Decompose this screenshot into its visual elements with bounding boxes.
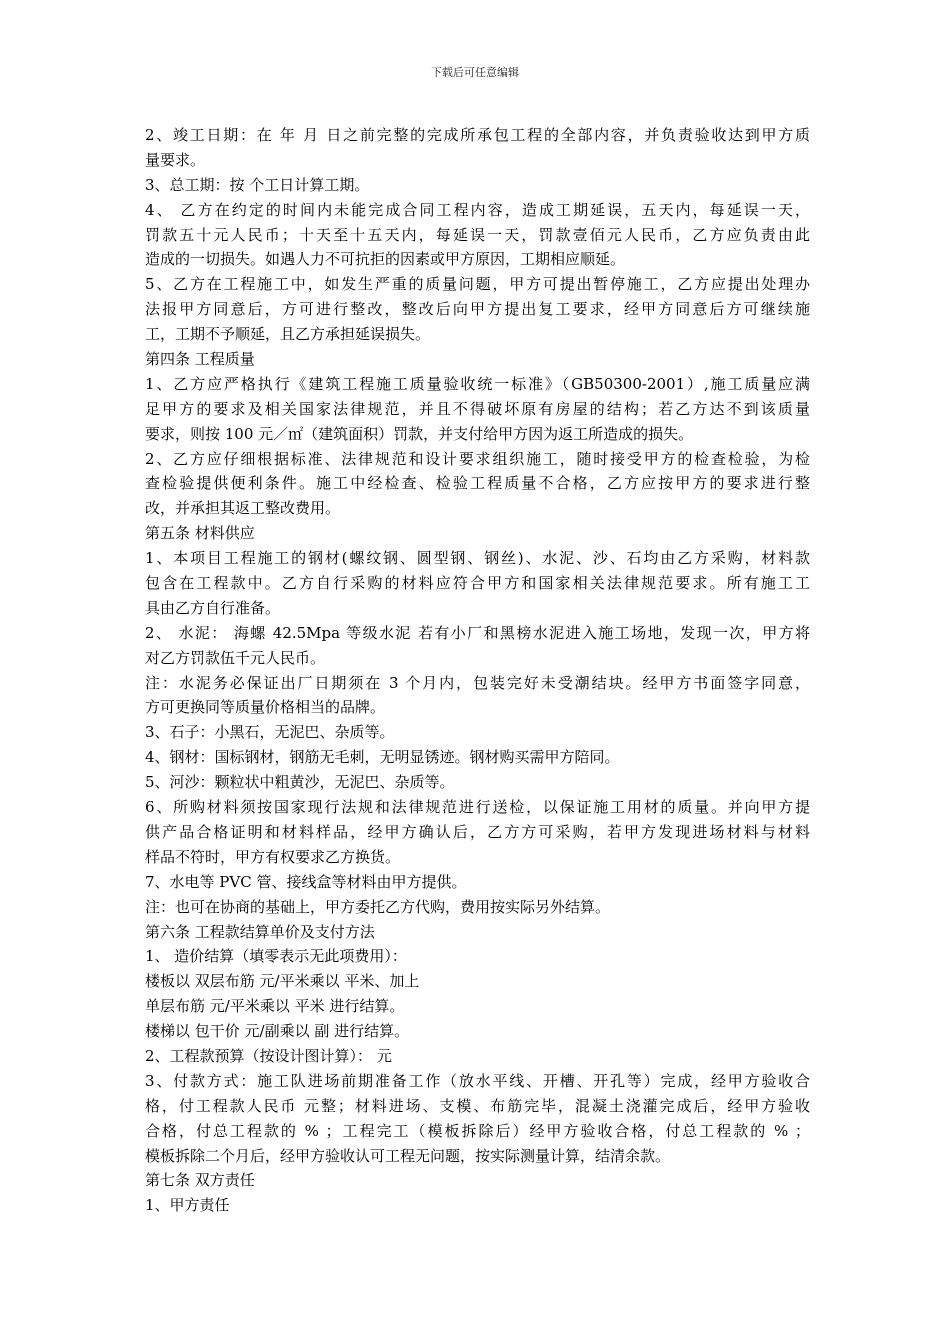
document-line: 工，工期不予顺延，且乙方承担延误损失。 [145,325,431,344]
document-line: 要求，则按 100 元／㎡（建筑面积）罚款，并支付给甲方因为返工所造成的损失。 [145,424,694,443]
document-line: 具由乙方自行准备。 [145,598,281,617]
document-line: 改，并承担其返工整改费用。 [145,499,341,518]
document-line: 1、甲方责任 [145,1196,230,1215]
document-line: 1、 造价结算（填零表示无此项费用）： [145,947,407,966]
document-line: 3、石子：小黑石，无泥巴、杂质等。 [145,723,395,742]
document-line: 楼板以 双层布筋 元/平米乘以 平米、加上 [145,972,420,991]
document-line: 模板拆除二个月后，经甲方验收认可工程无问题，按实际测量计算，结清余款。 [145,1146,671,1165]
document-body [145,123,810,1218]
document-line: 造成的一切损失。如遇人力不可抗拒的因素或甲方原因，工期相应顺延。 [145,250,626,269]
document-line: 注：水泥务必保证出厂日期须在 3 个月内，包装完好未受潮结块。经甲方书面签字同意， [145,673,810,692]
document-line: 6、所购材料须按国家现行法规和法律规范进行送检，以保证施工用材的质量。并向甲方提 [145,798,810,817]
document-line: 4、钢材：国标钢材，钢筋无毛刺，无明显锈迹。钢材购买需甲方陪同。 [145,748,620,767]
document-line: 足甲方的要求及相关国家法律规范，并且不得破坏原有房屋的结构；若乙方达不到该质量 [145,399,810,418]
document-line: 2、乙方应仔细根据标准、法律规范和设计要求组织施工，随时接受甲方的检查检验，为检 [145,449,810,468]
document-line: 供产品合格证明和材料样品，经甲方确认后，乙方方可采购，若甲方发现进场材料与材料 [145,822,810,841]
document-line: 包含在工程款中。乙方自行采购的材料应符合甲方和国家相关法律规范要求。所有施工工 [145,574,810,593]
document-line: 2、竣工日期：在 年 月 日之前完整的完成所承包工程的全部内容，并负责验收达到甲方质 [145,126,810,144]
document-line: 4、 乙方在约定的时间内未能完成合同工程内容，造成工期延误，五天内，每延误一天， [145,200,810,219]
document-line: 5、河沙：颗粒状中粗黄沙，无泥巴、杂质等。 [145,773,455,792]
document-line: 楼梯以 包干价 元/副乘以 副 进行结算。 [145,1022,410,1041]
document-line: 1、本项目工程施工的钢材(螺纹钢、圆型钢、钢丝)、水泥、沙、石均由乙方采购，材料款 [145,549,810,568]
document-line: 方可更换同等质量价格相当的品牌。 [145,698,386,717]
document-line: 第四条 工程质量 [145,350,255,369]
document-line: 3、总工期：按 个工日计算工期。 [145,175,370,194]
document-line: 查检验提供便利条件。施工中经检查、检验工程质量不合格，乙方应按甲方的要求进行整 [145,474,810,493]
document-line: 注：也可在协商的基础上，甲方委托乙方代购，费用按实际另外结算。 [145,897,611,916]
document-line: 第五条 材料供应 [145,524,255,543]
document-line: 第七条 双方责任 [145,1171,255,1190]
document-line: 第六条 工程款结算单价及支付方法 [145,922,375,941]
document-line: 5、乙方在工程施工中，如发生严重的质量问题，甲方可提出暂停施工，乙方应提出处理办 [145,275,810,294]
document-line: 单层布筋 元/平米乘以 平米 进行结算。 [145,997,405,1016]
page-header-note: 下载后可任意编辑 [431,66,519,79]
document-line: 7、水电等 PVC 管、接线盒等材料由甲方提供。 [145,872,467,891]
document-line: 对乙方罚款伍千元人民币。 [145,648,326,667]
document-line: 罚款五十元人民币；十天至十五天内，每延误一天，罚款壹佰元人民币，乙方应负责由此 [145,225,810,244]
document-line: 2、 水泥： 海螺 42.5Mpa 等级水泥 若有小厂和黑榜水泥进入施工场地，发现一次，甲方将 [145,623,810,642]
document-line: 样品不符时，甲方有权要求乙方换货。 [145,847,401,866]
document-line: 1、乙方应严格执行《建筑工程施工质量验收统一标准》（GB50300-2001）,施工质量应满 [145,374,810,393]
document-line: 合格，付总工程款的 % ；工程完工（模板拆除后）经甲方验收合格，付总工程款的 % ； [145,1121,810,1140]
document-line: 2、工程款预算（按设计图计算）： 元 [145,1046,392,1065]
document-line: 法报甲方同意后，方可进行整改，整改后向甲方提出复工要求，经甲方同意后方可继续施 [145,300,810,319]
document-line: 量要求。 [145,150,206,169]
document-line: 格，付工程款人民币 元整；材料进场、支模、布筋完毕，混凝土浇灌完成后，经甲方验收 [145,1096,810,1115]
document-line: 3、付款方式：施工队进场前期准备工作（放水平线、开槽、开孔等）完成，经甲方验收合 [145,1071,810,1090]
